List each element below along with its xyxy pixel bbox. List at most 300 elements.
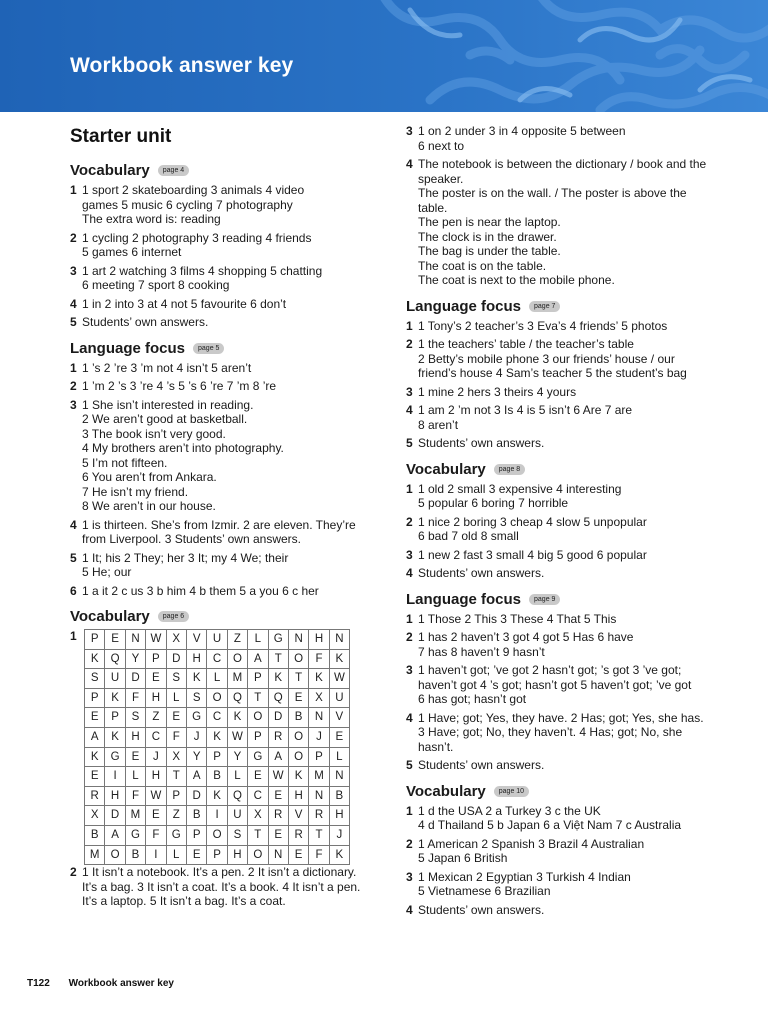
wordsearch-cell: F xyxy=(126,689,146,709)
exercise-answer xyxy=(70,379,382,394)
wordsearch-cell: Y xyxy=(126,650,146,670)
wordsearch-cell: S xyxy=(85,669,105,689)
exercise-answer-text xyxy=(82,315,382,330)
wordsearch-cell: T xyxy=(289,669,309,689)
wordsearch-cell: N xyxy=(330,630,350,650)
page-footer xyxy=(27,978,174,989)
wordsearch-cell: B xyxy=(330,787,350,807)
wordsearch-cell: P xyxy=(187,826,207,846)
answer-section xyxy=(406,298,718,451)
section-heading xyxy=(70,608,382,625)
wordsearch-cell: L xyxy=(207,669,227,689)
wordsearch-cell: E xyxy=(126,748,146,768)
exercise-number: 2 xyxy=(70,230,77,245)
wordsearch-cell: E xyxy=(146,806,166,826)
wordsearch-cell: K xyxy=(207,787,227,807)
section-title: Language focus xyxy=(406,590,522,608)
section-title: Language focus xyxy=(406,297,522,315)
exercise-answer xyxy=(70,398,382,514)
answer-line: 1 d the USA 2 a Turkey 3 c the UK xyxy=(418,803,601,818)
answer-line: The coat is on the table. xyxy=(418,258,547,273)
wordsearch-cell: Z xyxy=(167,806,187,826)
wordsearch-cell: K xyxy=(187,669,207,689)
exercise-answer-text xyxy=(82,361,382,376)
exercise-answer-text xyxy=(418,436,718,451)
exercise-answer xyxy=(406,436,718,451)
wordsearch-cell: K xyxy=(105,689,125,709)
wordsearch-cell: Z xyxy=(228,630,248,650)
exercise-number: 2 xyxy=(406,630,413,644)
answer-line: 1 am 2 ’m not 3 Is 4 is 5 isn’t 6 Are 7 are xyxy=(418,403,633,417)
wordsearch-cell: Q xyxy=(228,689,248,709)
wordsearch-exercise xyxy=(70,629,382,865)
exercise-number: 2 xyxy=(406,836,413,851)
wordsearch-cell: F xyxy=(126,787,146,807)
exercise-answer-text xyxy=(82,518,382,547)
exercise-number: 4 xyxy=(406,566,413,580)
answer-line: Students’ own answers. xyxy=(418,902,545,917)
answer-line: The extra word is: reading xyxy=(82,212,221,226)
wordsearch-cell: O xyxy=(105,846,125,866)
wordsearch-cell: L xyxy=(126,767,146,787)
exercise-number: 4 xyxy=(406,902,413,917)
wordsearch-cell: E xyxy=(85,708,105,728)
wordsearch-cell: T xyxy=(248,826,268,846)
exercise-answer-text xyxy=(82,398,382,514)
wordsearch-cell: S xyxy=(167,669,187,689)
exercise-answer xyxy=(406,515,718,544)
answer-line: 6 has got; hasn’t got xyxy=(418,692,527,706)
page-ref-badge: page 4 xyxy=(158,165,189,176)
exercise-number: 4 xyxy=(406,710,413,725)
wordsearch-cell: P xyxy=(309,748,329,768)
wordsearch-cell: X xyxy=(85,806,105,826)
answer-line: 8 aren’t xyxy=(418,417,459,432)
answer-line: 1 It isn’t a notebook. It’s a pen. 2 It isn’t a dictionary. xyxy=(82,865,357,880)
exercise-answer-text xyxy=(82,551,382,580)
answer-line: 1 nice 2 boring 3 cheap 4 slow 5 unpopular xyxy=(418,514,647,529)
answer-line: 5 popular 6 boring 7 horrible xyxy=(418,496,569,510)
answer-section xyxy=(406,783,718,918)
exercise-answer xyxy=(406,482,718,511)
exercise-answer-text xyxy=(82,865,382,909)
wordsearch-cell: J xyxy=(187,728,207,748)
exercise-number: 5 xyxy=(406,436,413,450)
wordsearch-cell: O xyxy=(248,708,268,728)
exercise-number: 1 xyxy=(406,803,413,818)
wordsearch-cell: G xyxy=(167,826,187,846)
answer-line: 1 a it 2 c us 3 b him 4 b them 5 a you 6 c her xyxy=(82,583,319,598)
wordsearch-cell: M xyxy=(228,669,248,689)
wordsearch-cell: X xyxy=(309,689,329,709)
wordsearch-cell: Y xyxy=(187,748,207,768)
exercise-answer-text xyxy=(418,903,718,918)
wordsearch-cell: D xyxy=(105,806,125,826)
exercise-number: 3 xyxy=(406,869,413,884)
answer-line: The clock is in the drawer. xyxy=(418,229,557,244)
exercise-answer xyxy=(70,584,382,599)
answer-line: Students’ own answers. xyxy=(418,436,545,450)
exercise-answer-text xyxy=(82,584,382,599)
wordsearch-cell: T xyxy=(309,826,329,846)
wordsearch-cell: L xyxy=(248,630,268,650)
exercise-number: 5 xyxy=(70,315,77,329)
wordsearch-cell: A xyxy=(187,767,207,787)
answer-line: 1 old 2 small 3 expensive 4 interesting xyxy=(418,481,622,496)
wordsearch-cell: R xyxy=(269,728,289,748)
exercise-answer xyxy=(70,518,382,547)
answer-line: 6 next to xyxy=(418,138,465,153)
answer-line: 1 Mexican 2 Egyptian 3 Turkish 4 Indian xyxy=(418,869,631,884)
answer-section xyxy=(406,591,718,773)
wordsearch-cell: M xyxy=(126,806,146,826)
answer-line: Students’ own answers. xyxy=(418,758,545,772)
wordsearch-cell: E xyxy=(330,728,350,748)
wordsearch-cell: K xyxy=(309,669,329,689)
wordsearch-cell: C xyxy=(248,787,268,807)
wordsearch-cell: H xyxy=(146,689,166,709)
answer-line: 3 Have; got; No, they haven’t. 4 Has; got; No, she xyxy=(418,725,683,739)
exercise-number: 1 xyxy=(70,183,77,197)
exercise-answer xyxy=(406,319,718,334)
answer-line: 8 We aren’t in our house. xyxy=(82,499,216,513)
wordsearch-cell: T xyxy=(248,689,268,709)
exercise-number: 4 xyxy=(406,157,413,171)
exercise-number: 5 xyxy=(406,758,413,772)
exercise-answer-text xyxy=(418,758,718,773)
answer-line: 3 The book isn’t very good. xyxy=(82,426,226,441)
wordsearch-cell: N xyxy=(330,767,350,787)
exercise-answer-text xyxy=(418,515,718,544)
wordsearch-cell: H xyxy=(309,630,329,650)
wordsearch-cell: I xyxy=(146,846,166,866)
section-title: Vocabulary xyxy=(406,782,486,800)
exercise-answer-text xyxy=(418,837,718,866)
wordsearch-cell: U xyxy=(228,806,248,826)
answer-line: 1 art 2 watching 3 films 4 shopping 5 chatting xyxy=(82,263,323,278)
left-sections xyxy=(70,162,382,909)
section-heading xyxy=(70,340,382,357)
exercise-answer xyxy=(406,630,718,659)
exercise-answer xyxy=(406,337,718,381)
wordsearch-cell: V xyxy=(187,630,207,650)
page-number: T122 xyxy=(27,978,50,989)
wordsearch-cell: D xyxy=(167,650,187,670)
wordsearch-cell: E xyxy=(269,826,289,846)
exercise-answer xyxy=(70,551,382,580)
exercise-answer xyxy=(406,157,718,288)
answer-section xyxy=(70,608,382,909)
wordsearch-cell: U xyxy=(105,669,125,689)
exercise-answer xyxy=(406,837,718,866)
exercise-answer-text xyxy=(82,297,382,312)
section-heading xyxy=(70,162,382,179)
wordsearch-cell: H xyxy=(330,806,350,826)
answer-line: 1 has 2 haven’t 3 got 4 got 5 Has 6 have xyxy=(418,630,634,644)
wordsearch-cell: B xyxy=(187,806,207,826)
wordsearch-cell: H xyxy=(105,787,125,807)
exercise-number: 1 xyxy=(406,318,413,333)
page-ref-badge: page 6 xyxy=(158,611,189,622)
section-title: Vocabulary xyxy=(406,460,486,478)
wordsearch-cell: A xyxy=(85,728,105,748)
exercise-answer-text xyxy=(418,566,718,581)
wordsearch-cell: K xyxy=(105,728,125,748)
wordsearch-cell: L xyxy=(167,846,187,866)
wordsearch-cell: R xyxy=(85,787,105,807)
exercise-number: 3 xyxy=(406,663,413,677)
wordsearch-cell: R xyxy=(289,826,309,846)
wordsearch-cell: H xyxy=(146,767,166,787)
answer-line: 5 Japan 6 British xyxy=(418,851,508,865)
answer-line: 1 Those 2 This 3 These 4 That 5 This xyxy=(418,611,617,626)
exercise-answer-text xyxy=(82,379,382,394)
wordsearch-cell: D xyxy=(269,708,289,728)
answer-line: The coat is next to the mobile phone. xyxy=(418,273,615,287)
wordsearch-cell: D xyxy=(126,669,146,689)
wordsearch-cell: A xyxy=(105,826,125,846)
exercise-number: 1 xyxy=(70,360,77,375)
page-ref-badge: page 8 xyxy=(494,464,525,475)
exercise-answer-text xyxy=(418,548,718,563)
answer-line: 1 new 2 fast 3 small 4 big 5 good 6 popular xyxy=(418,547,647,562)
answer-line: It’s a laptop. 5 It isn’t a bag. It’s a coat. xyxy=(82,894,286,909)
answer-line: The bag is under the table. xyxy=(418,244,561,258)
wordsearch-cell: P xyxy=(105,708,125,728)
answer-line: 1 mine 2 hers 3 theirs 4 yours xyxy=(418,384,577,399)
answer-line: 1 on 2 under 3 in 4 opposite 5 between xyxy=(418,124,626,138)
wordsearch-cell: H xyxy=(289,787,309,807)
answer-line: The poster is on the wall. / The poster is above the table. xyxy=(418,186,687,215)
answer-line: 2 We aren’t good at basketball. xyxy=(82,412,248,426)
wordsearch-cell: W xyxy=(146,787,166,807)
exercise-answer-text xyxy=(418,804,718,833)
wordsearch-cell: E xyxy=(85,767,105,787)
wordsearch-cell: R xyxy=(309,806,329,826)
wordsearch-cell: E xyxy=(248,767,268,787)
answer-line: from Liverpool. 3 Students’ own answers. xyxy=(82,532,301,546)
exercise-answer-text xyxy=(418,124,718,153)
section-title: Language focus xyxy=(70,339,186,357)
wordsearch-cell: R xyxy=(269,806,289,826)
exercise-answer-text xyxy=(418,612,718,627)
right-column xyxy=(406,124,718,921)
exercise-number: 5 xyxy=(70,550,77,565)
answer-line: 1 American 2 Spanish 3 Brazil 4 Australian xyxy=(418,836,645,851)
wordsearch-cell: M xyxy=(85,846,105,866)
wordsearch-cell: P xyxy=(248,669,268,689)
page-title: Workbook answer key xyxy=(70,54,294,77)
wordsearch-cell: C xyxy=(146,728,166,748)
answer-line: The notebook is between the dictionary / book and the xyxy=(418,157,707,171)
exercise-answer xyxy=(406,711,718,755)
wordsearch-cell: O xyxy=(289,728,309,748)
wordsearch-cell: N xyxy=(289,630,309,650)
wordsearch-cell: E xyxy=(187,846,207,866)
wordsearch-cell: I xyxy=(105,767,125,787)
wordsearch-cell: M xyxy=(309,767,329,787)
page-ref-badge: page 10 xyxy=(494,786,529,797)
exercise-answer xyxy=(70,264,382,293)
exercise-answer-text xyxy=(418,403,718,432)
answer-line: 1 is thirteen. She’s from Izmir. 2 are eleven. They’re xyxy=(82,517,356,532)
wordsearch-cell: A xyxy=(248,650,268,670)
exercise-answer xyxy=(406,612,718,627)
exercise-number: 2 xyxy=(70,865,77,880)
wordsearch-cell: P xyxy=(207,846,227,866)
wordsearch-cell: G xyxy=(187,708,207,728)
answer-line: speaker. xyxy=(418,171,464,186)
exercise-number: 2 xyxy=(406,514,413,529)
answer-line: friend’s house 4 Sam’s teacher 5 the student’s bag xyxy=(418,366,687,380)
exercise-answer xyxy=(406,403,718,432)
exercise-answer-text xyxy=(418,870,718,899)
wordsearch-grid xyxy=(84,629,350,865)
wordsearch-cell: J xyxy=(146,748,166,768)
wordsearch-cell: N xyxy=(269,846,289,866)
answer-line: It’s a bag. 3 It isn’t a coat. It’s a book. 4 It isn’t a pen. xyxy=(82,879,361,894)
answer-line: 1 sport 2 skateboarding 3 animals 4 video xyxy=(82,183,305,197)
answer-line: games 5 music 6 cycling 7 photography xyxy=(82,197,293,212)
page-ref-badge: page 5 xyxy=(193,343,224,354)
wordsearch-cell: K xyxy=(330,650,350,670)
exercise-answer xyxy=(406,804,718,833)
exercise-answer xyxy=(406,566,718,581)
wordsearch-cell: U xyxy=(330,689,350,709)
wordsearch-cell: H xyxy=(187,650,207,670)
wordsearch-cell: G xyxy=(105,748,125,768)
section-heading xyxy=(406,298,718,315)
wordsearch-cell: W xyxy=(228,728,248,748)
wordsearch-cell: V xyxy=(330,708,350,728)
page-ref-badge: page 9 xyxy=(529,594,560,605)
wordsearch-cell: E xyxy=(269,787,289,807)
wordsearch-cell: L xyxy=(330,748,350,768)
answer-line: Students’ own answers. xyxy=(418,566,545,580)
wordsearch-cell: P xyxy=(207,748,227,768)
wordsearch-cell: J xyxy=(309,728,329,748)
exercise-answer xyxy=(70,183,382,227)
left-column xyxy=(70,124,382,913)
wordsearch-cell: L xyxy=(228,767,248,787)
exercise-number: 4 xyxy=(70,296,77,311)
exercise-answer xyxy=(406,870,718,899)
wordsearch-cell: H xyxy=(228,846,248,866)
answer-line: The pen is near the laptop. xyxy=(418,215,561,229)
wordsearch-cell: B xyxy=(85,826,105,846)
wordsearch-cell: S xyxy=(228,826,248,846)
exercise-answer xyxy=(70,361,382,376)
wordsearch-cell: O xyxy=(289,748,309,768)
wordsearch-cell: Y xyxy=(228,748,248,768)
exercise-number: 3 xyxy=(70,397,77,412)
wordsearch-cell: N xyxy=(126,630,146,650)
answer-section xyxy=(406,124,718,288)
exercise-number: 2 xyxy=(70,379,77,393)
wordsearch-cell: P xyxy=(85,689,105,709)
wordsearch-cell: P xyxy=(167,787,187,807)
wordsearch-cell: C xyxy=(207,708,227,728)
wordsearch-cell: W xyxy=(146,630,166,650)
wordsearch-cell: S xyxy=(187,689,207,709)
answer-line: 1 cycling 2 photography 3 reading 4 friends xyxy=(82,230,312,245)
wordsearch-cell: B xyxy=(289,708,309,728)
answer-line: 2 Betty’s mobile phone 3 our friends’ house / our xyxy=(418,351,675,366)
wordsearch-cell: B xyxy=(126,846,146,866)
section-title: Vocabulary xyxy=(70,608,150,625)
wordsearch-cell: X xyxy=(167,748,187,768)
exercise-answer-text xyxy=(418,319,718,334)
exercise-answer xyxy=(406,903,718,918)
exercise-number: 2 xyxy=(406,337,413,351)
wordsearch-cell: P xyxy=(248,728,268,748)
exercise-answer-text xyxy=(418,157,718,288)
exercise-number: 6 xyxy=(70,583,77,598)
wordsearch-cell: Q xyxy=(269,689,289,709)
answer-line: 5 Vietnamese 6 Brazilian xyxy=(418,884,551,898)
exercise-answer-text xyxy=(418,711,718,755)
wordsearch-cell: W xyxy=(330,669,350,689)
exercise-answer-text xyxy=(418,337,718,381)
exercise-answer xyxy=(406,663,718,707)
wordsearch-cell: K xyxy=(207,728,227,748)
wordsearch-cell: G xyxy=(248,748,268,768)
answer-line: 5 He; our xyxy=(82,565,132,579)
unit-title: Starter unit xyxy=(70,126,172,147)
exercise-number: 3 xyxy=(406,547,413,562)
wordsearch-cell: C xyxy=(207,650,227,670)
answer-line: 1 Tony’s 2 teacher’s 3 Eva’s 4 friends’ 5 photos xyxy=(418,318,668,333)
exercise-answer xyxy=(70,231,382,260)
answer-line: 1 the teachers’ table / the teacher’s table xyxy=(418,337,634,351)
wordsearch-cell: P xyxy=(146,650,166,670)
wordsearch-cell: P xyxy=(85,630,105,650)
section-title: Vocabulary xyxy=(70,162,150,179)
answer-section xyxy=(70,340,382,599)
exercise-number: 3 xyxy=(406,384,413,399)
answer-section xyxy=(406,461,718,581)
exercise-answer xyxy=(406,758,718,773)
wordsearch-cell: A xyxy=(269,748,289,768)
answer-line: 4 My brothers aren’t into photography. xyxy=(82,441,284,455)
answer-line: 4 d Thailand 5 b Japan 6 a Việt Nam 7 c Australia xyxy=(418,818,682,832)
exercise-answer xyxy=(70,297,382,312)
wordsearch-cell: O xyxy=(207,826,227,846)
wordsearch-cell: K xyxy=(228,708,248,728)
wordsearch-cell: Q xyxy=(228,787,248,807)
exercise-answer xyxy=(70,315,382,330)
wordsearch-cell: T xyxy=(167,767,187,787)
wordsearch-cell: K xyxy=(85,650,105,670)
section-heading xyxy=(406,783,718,800)
wordsearch-cell: O xyxy=(228,650,248,670)
wordsearch-cell: S xyxy=(126,708,146,728)
wordsearch-cell: H xyxy=(126,728,146,748)
wordsearch-cell: Z xyxy=(146,708,166,728)
wordsearch-cell: U xyxy=(207,630,227,650)
section-heading xyxy=(406,461,718,478)
wordsearch-cell: K xyxy=(289,767,309,787)
exercise-number: 1 xyxy=(406,611,413,626)
page-ref-badge: page 7 xyxy=(529,301,560,312)
wordsearch-cell: E xyxy=(289,846,309,866)
wordsearch-cell: N xyxy=(309,708,329,728)
wordsearch-cell: Q xyxy=(105,650,125,670)
right-sections xyxy=(406,124,718,917)
wordsearch-cell: G xyxy=(269,630,289,650)
answer-line: 1 in 2 into 3 at 4 not 5 favourite 6 don’t xyxy=(82,296,287,311)
wordsearch-cell: L xyxy=(167,689,187,709)
